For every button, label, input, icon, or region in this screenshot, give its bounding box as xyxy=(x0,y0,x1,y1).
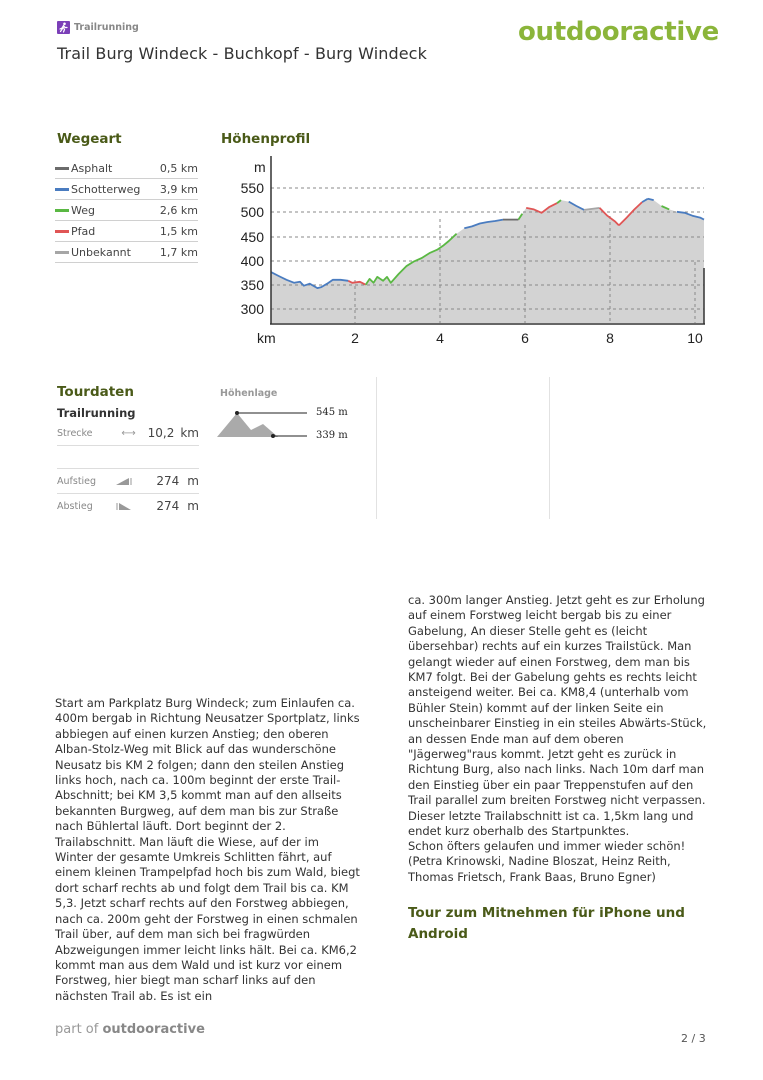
category-label: Trailrunning xyxy=(74,22,139,33)
svg-text:450: 450 xyxy=(240,229,264,245)
wegeart-value: 1,5 km xyxy=(159,224,198,238)
tour-activity: Trailrunning xyxy=(57,406,136,420)
wegeart-label: Asphalt xyxy=(71,161,113,175)
descent-icon xyxy=(110,502,138,511)
svg-text:8: 8 xyxy=(606,330,614,346)
svg-text:6: 6 xyxy=(521,330,529,346)
svg-text:550: 550 xyxy=(240,180,264,196)
page-number: 2 / 3 xyxy=(681,1032,706,1045)
wegeart-label: Unbekannt xyxy=(71,245,131,259)
tourdaten-heading: Tourdaten xyxy=(57,384,134,400)
footer-brand: part of outdooractive xyxy=(55,1022,205,1037)
wegeart-label: Schotterweg xyxy=(71,182,141,196)
svg-text:10: 10 xyxy=(687,330,703,346)
ascent-icon xyxy=(110,477,138,486)
spacer-row xyxy=(57,446,199,469)
svg-text:4: 4 xyxy=(436,330,444,346)
svg-text:500: 500 xyxy=(240,204,264,220)
svg-text:300: 300 xyxy=(240,301,264,317)
wegeart-value: 2,6 km xyxy=(159,203,198,217)
elevation-chart xyxy=(0,0,763,360)
stat-abstieg: Abstieg 274 m xyxy=(57,499,199,513)
app-heading: Tour zum Mitnehmen für iPhone und Android xyxy=(408,905,685,942)
brand-logo: outdooractive xyxy=(518,17,719,47)
stat-strecke: Strecke ⟷ 10,2 km xyxy=(57,421,199,446)
x-unit-label: km xyxy=(257,330,276,346)
distance-arrows-icon: ⟷ xyxy=(121,427,136,439)
description-column-1: Start am Parkplatz Burg Windeck; zum Einlaufen ca. 400m bergab in Richtung Neusatzer Sportplatz, links abbiegen auf einen kurzen Anstieg; den oberen Alban-Stolz-Weg mit Blick auf das wunderschöne Neusatz bis KM 2 folgen; dann den steilen Anstieg links hoch, nach ca. 100m beginnt der erste Trail-Abschnitt; bei KM 3,5 kommt man auf den allseits bekannten Burgweg, auf dem man bis zur Straße nach Bühlertal läuft. Dort beginnt der 2. Trailabschnitt. Man läuft die Wiese, auf der im Winter der gesamte Umkreis Schlitten fährt, auf einem kleinen Trampelpfad hoch bis zum Wald, biegt dort scharf rechts ab und folgt dem Trail bis ca. KM 5,3. Jetzt scharf rechts auf den Forstweg abbiegen, nach ca. 200m geht der Forstweg in einen schmalen Trail über, auf dem man sich bei fragwürden Abzweigungen immer leicht links hält. Bei ca. KM6,2 kommt man aus dem Wald und ist kurz vor einem Forstweg, hier biegt man scharf links auf den nächsten Trail ab. Es ist ein xyxy=(55,696,360,1003)
wegeart-value: 0,5 km xyxy=(159,161,198,175)
wegeart-value: 3,9 km xyxy=(159,182,198,196)
y-unit-label: m xyxy=(254,159,266,175)
wegeart-label: Pfad xyxy=(71,224,96,238)
column-divider xyxy=(376,377,377,519)
page-title: Trail Burg Windeck - Buchkopf - Burg Windeck xyxy=(57,44,427,63)
svg-text:350: 350 xyxy=(240,277,264,293)
hoehenlage-label: Höhenlage xyxy=(220,388,278,399)
tour-stats xyxy=(57,421,199,518)
column-divider xyxy=(549,377,550,519)
max-altitude: 545 m xyxy=(316,407,348,418)
svg-text:400: 400 xyxy=(240,253,264,269)
hoehenprofil-heading: Höhenprofil xyxy=(221,131,311,147)
wegeart-heading: Wegeart xyxy=(57,131,122,147)
description-note: Schon öfters gelaufen und immer wieder schön! (Petra Krinowski, Nadine Bloszat, Heinz Reith, Thomas Frietsch, Frank Baas, Bruno Egner) xyxy=(408,839,686,884)
svg-text:2: 2 xyxy=(351,330,359,346)
description-column-2: ca. 300m langer Anstieg. Jetzt geht es zur Erholung auf einem Forstweg leicht bergab bis zu einer Gabelung, An dieser Stelle geht es (leicht übersehbar) rechts auf ein kurzes Trailstück. Man gelangt wieder auf einen Forstweg, dem man bis KM7 folgt. Bei der Gabelung gehts es rechts leicht ansteigend weiter. Bei ca. KM8,4 (unterhalb vom Bühler Stein) kommt auf der linken Seite ein unscheinbarer Einstieg in ein steiles Abwärts-Stück, an dessen Ende man auf dem oberen "Jägerweg"raus kommt. Jetzt geht es zurück in Richtung Burg, also nach links. Nach 10m darf man den Einstieg über ein paar Treppenstufen auf den Trail parallel zum breiten Forstweg nicht verpassen. Dieser letzte Trailabschnitt ist ca. 1,5km lang und endet kurz oberhalb des Startpunktes. xyxy=(408,593,707,839)
stat-aufstieg: Aufstieg 274 m xyxy=(57,469,199,494)
wegeart-value: 1,7 km xyxy=(159,245,198,259)
wegeart-label: Weg xyxy=(71,203,95,217)
min-altitude: 339 m xyxy=(316,430,348,441)
